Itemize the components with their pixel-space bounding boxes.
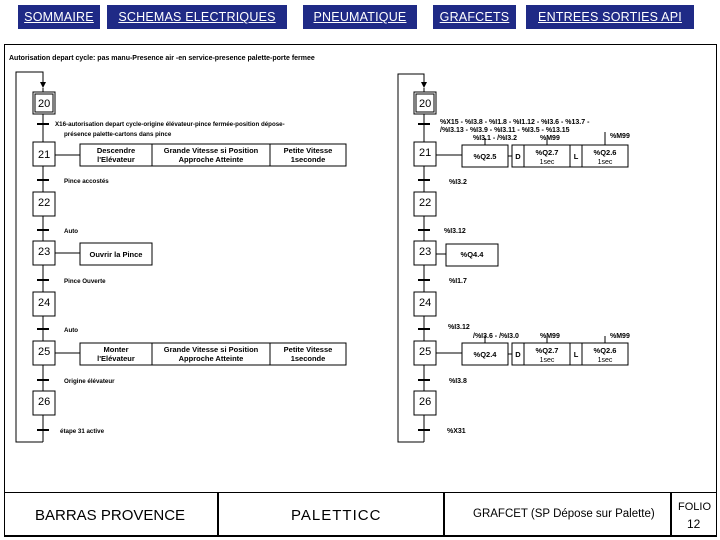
left-transition-22-label: Auto <box>64 228 79 235</box>
right-transition-24-label: %I3.12 <box>448 324 470 331</box>
right-step-26-number: 26 <box>419 396 432 408</box>
left-action-21-2-line1: Grande Vitesse si Position <box>163 146 259 155</box>
right-step25-act2-line1: %Q2.7 <box>535 346 559 355</box>
left-step-21-number: 21 <box>38 149 51 161</box>
right-actions-21 <box>436 132 630 167</box>
left-action-21-1-line1: Descendre <box>96 146 136 155</box>
right-step21-cond3: %M99 <box>610 133 630 140</box>
right-step21-act2-line2: 1sec <box>539 159 555 166</box>
right-step21-d-label: D <box>515 152 521 161</box>
left-action-25-3-line1: Petite Vitesse <box>283 345 333 354</box>
left-action-25-2-line1: Grande Vitesse si Position <box>163 345 259 354</box>
right-step21-act3-line1: %Q2.6 <box>593 148 617 157</box>
right-step25-l-label: L <box>573 350 579 359</box>
left-transition-21-label: Pince accostés <box>64 178 109 185</box>
right-step-21-number: 21 <box>419 147 432 159</box>
left-step-23-number: 23 <box>38 246 51 258</box>
footer-folio-cell <box>671 492 717 536</box>
right-step-21 <box>414 142 436 166</box>
left-actions-23 <box>80 243 152 265</box>
left-action-23-1-line1: Ouvrir la Pince <box>89 250 143 259</box>
right-step-26 <box>414 391 436 415</box>
right-transition-20-line1: %X15 - %I3.8 - %I1.8 - %I1.12 - %I3.6 - %13.7 - <box>440 119 590 126</box>
right-step-20 <box>414 92 436 114</box>
right-actions-25 <box>436 333 630 365</box>
nav-entrees-sorties-api-link[interactable]: ENTREES SORTIES API <box>526 5 694 29</box>
right-step25-act3-line1: %Q2.6 <box>593 346 617 355</box>
right-step25-act2-line2: 1sec <box>539 357 555 364</box>
left-action-25-2-line2: Approche Atteinte <box>178 354 244 363</box>
left-action-21-1-line2: l'Elévateur <box>97 155 135 164</box>
right-transition-20-line2: /%I3.13 - %I3.9 - %I3.11 - %I3.5 - %13.15 <box>440 127 570 134</box>
left-step-25 <box>33 341 55 365</box>
right-step-24-number: 24 <box>419 297 432 309</box>
right-transition-21-label: %I3.2 <box>449 179 467 186</box>
footer-company-cell <box>4 492 218 536</box>
right-step-25-number: 25 <box>419 346 432 358</box>
right-step21-act3-line2: 1sec <box>597 159 613 166</box>
left-transition-23-label: Pince Ouverte <box>64 278 106 285</box>
footer-title: GRAFCET (SP Dépose sur Palette) <box>473 508 655 520</box>
right-step23-act1: %Q4.4 <box>460 250 484 259</box>
right-step25-act1: %Q2.4 <box>473 350 497 359</box>
nav-grafcets-link[interactable]: GRAFCETS <box>433 5 516 29</box>
left-step-24 <box>33 292 55 316</box>
footer-company-name: BARRAS PROVENCE <box>35 507 186 524</box>
footer-folio-number: 12 <box>687 517 701 531</box>
left-transition-20-label-1: X16-autorisation depart cycle-origine élévateur-pince fermée-position dépose- <box>55 121 285 128</box>
left-step-26 <box>33 391 55 415</box>
right-transition-23-label: %I1.7 <box>449 278 467 285</box>
right-step-22-number: 22 <box>419 197 432 209</box>
left-action-25-1-line1: Monter <box>103 345 129 354</box>
right-step25-cond2: %M99 <box>540 333 560 340</box>
right-step25-d-label: D <box>515 350 521 359</box>
right-step21-act1: %Q2.5 <box>473 152 497 161</box>
right-step21-act2-line1: %Q2.7 <box>535 148 559 157</box>
right-step-23-number: 23 <box>419 246 432 258</box>
left-action-21-3-line1: Petite Vitesse <box>283 146 333 155</box>
left-action-25-1-line2: l'Elévateur <box>97 354 135 363</box>
left-action-25-3-line2: 1seconde <box>290 354 326 363</box>
right-step25-cond3: %M99 <box>610 333 630 340</box>
footer-title-cell <box>444 492 671 536</box>
right-step-23 <box>414 241 436 265</box>
right-transition-25-label: %I3.8 <box>449 378 467 385</box>
right-step25-cond1: /%I3.6 - /%I3.0 <box>473 333 519 340</box>
footer-folio-label: FOLIO <box>678 501 712 513</box>
left-step-22 <box>33 192 55 216</box>
right-step21-cond1: %I3.1 - /%I3.2 <box>473 135 517 142</box>
left-step-20-number: 20 <box>38 98 51 110</box>
footer-project-cell <box>218 492 444 536</box>
right-step25-act3-line2: 1sec <box>597 357 613 364</box>
left-step-22-number: 22 <box>38 197 51 209</box>
left-transition-20-label-2: présence palette-cartons dans pince <box>64 131 172 138</box>
left-step-21 <box>33 142 55 166</box>
right-step-20-number: 20 <box>419 98 432 110</box>
right-step21-l-label: L <box>573 152 579 161</box>
nav-pneumatique-link[interactable]: PNEUMATIQUE <box>303 5 417 29</box>
left-grafcet <box>9 55 346 442</box>
right-grafcet <box>398 74 630 442</box>
nav-schemas-electriques-link[interactable]: SCHEMAS ELECTRIQUES <box>107 5 287 29</box>
nav-sommaire-link[interactable]: SOMMAIRE <box>18 5 100 29</box>
left-step-25-number: 25 <box>38 346 51 358</box>
right-step-24 <box>414 292 436 316</box>
right-transition-26-label: %X31 <box>447 428 466 435</box>
left-step-24-number: 24 <box>38 297 51 309</box>
left-loop-arrow <box>40 82 46 88</box>
footer-project-name: PALETTICC <box>291 507 382 524</box>
right-step21-cond2: %M99 <box>540 135 560 142</box>
left-actions-25 <box>80 343 346 365</box>
left-transition-26-label: étape 31 active <box>60 428 105 435</box>
left-action-21-3-line2: 1seconde <box>290 155 326 164</box>
left-header-text: Autorisation depart cycle: pas manu-Presence air -en service-presence palette-porte fermee <box>9 55 315 62</box>
left-step-20 <box>33 92 55 114</box>
left-step-26-number: 26 <box>38 396 51 408</box>
left-transition-24-label: Auto <box>64 327 79 334</box>
right-actions-23 <box>436 244 498 266</box>
left-step-23 <box>33 241 55 265</box>
right-loop-arrow <box>421 82 427 88</box>
right-step-22 <box>414 192 436 216</box>
left-actions-21 <box>80 144 346 166</box>
right-step-25 <box>414 341 436 365</box>
left-action-21-2-line2: Approche Atteinte <box>178 155 244 164</box>
right-transition-22-label: %I3.12 <box>444 228 466 235</box>
left-transition-25-label: Origine élévateur <box>64 378 115 385</box>
